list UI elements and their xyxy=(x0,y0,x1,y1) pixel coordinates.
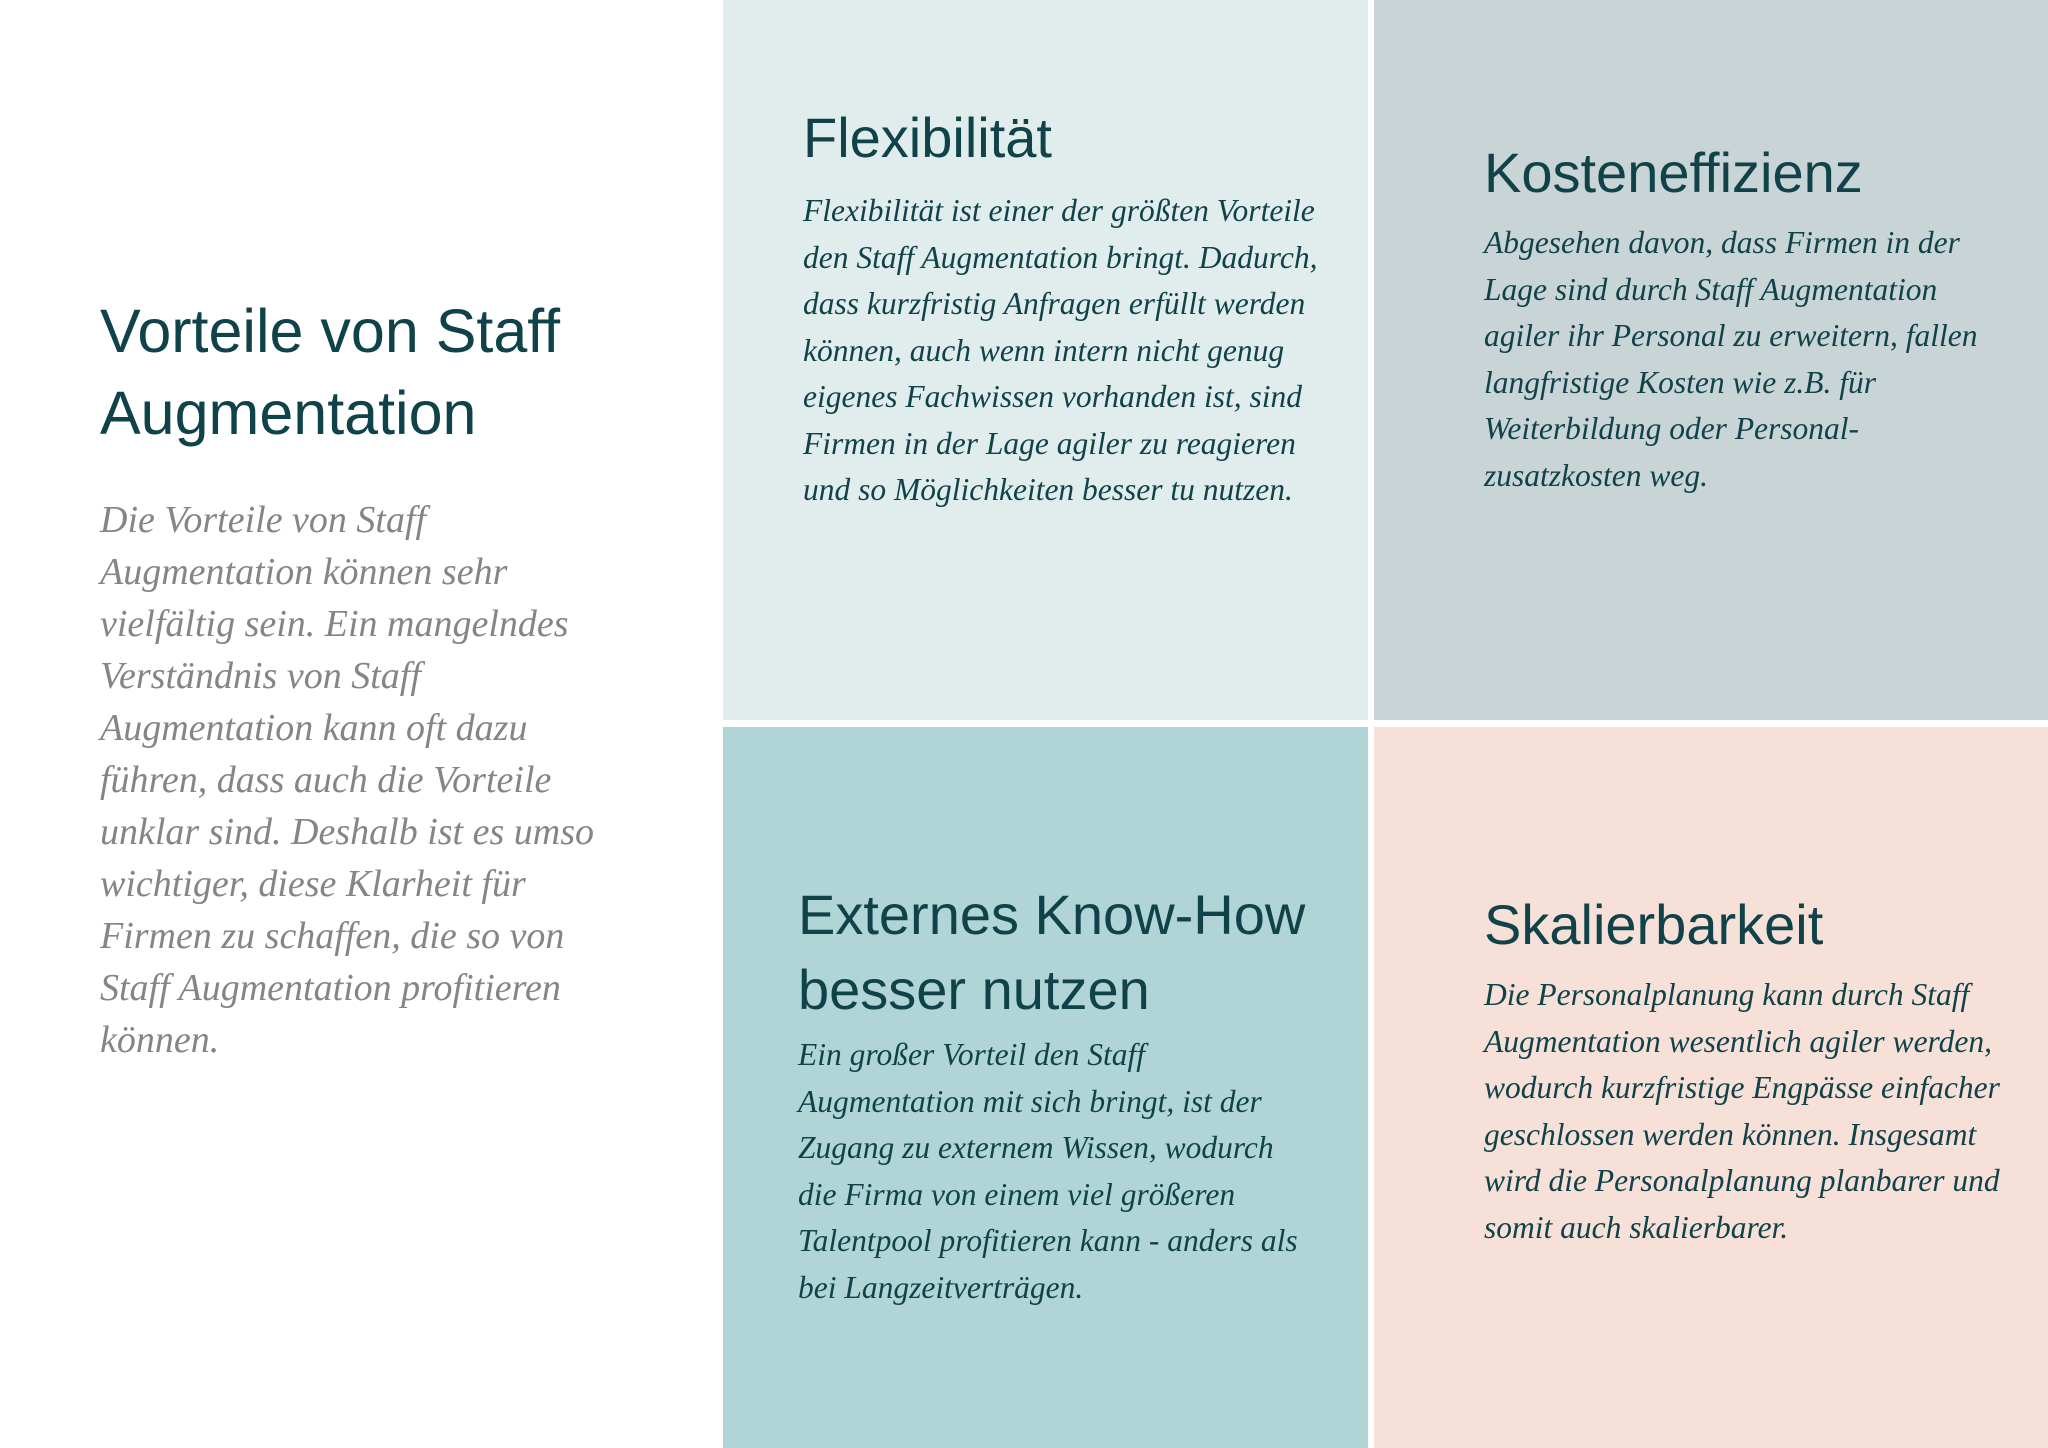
intro-section xyxy=(100,290,620,1066)
flexibility-text: Flexibilität ist einer der größten Vorteile den Staff Augmentation bringt. Dadurch, dass kurzfristig Anfragen erfüllt werden können, auch wenn intern nicht genug eigenes Fachwissen vorhanden ist, sind Firmen in der Lage agiler zu reagieren und so Möglichkeiten besser tu nutzen. xyxy=(803,193,1318,507)
external-knowhow-card xyxy=(723,727,1368,1448)
flexibility-heading: Flexibilität xyxy=(803,106,1052,169)
scalability-heading: Skalierbarkeit xyxy=(1484,893,1824,956)
page-title: Vorteile von Staff Augmentation xyxy=(100,297,561,447)
cost-efficiency-card xyxy=(1374,0,2048,720)
external-knowhow-text: Ein großer Vorteil den Staff Augmentation mit sich bringt, ist der Zugang zu externem Wissen, wodurch die Firma von einem viel größeren Talentpool profitieren kann - anders als bei Langzeitverträgen. xyxy=(798,1037,1298,1305)
flexibility-card xyxy=(723,0,1368,720)
cost-efficiency-heading: Kosteneffizienz xyxy=(1484,141,1863,204)
scalability-text: Die Personalplanung kann durch Staff Augmentation wesentlich agiler werden, wodurch kurzfristige Engpässe einfacher geschlossen werden können. Insgesamt wird die Personalplanung planbarer und somit auch skalierbarer. xyxy=(1484,977,2000,1245)
external-knowhow-heading: Externes Know-How besser nutzen xyxy=(798,883,1306,1021)
scalability-card xyxy=(1374,727,2048,1448)
intro-paragraph: Die Vorteile von Staff Augmentation können sehr vielfältig sein. Ein mangelndes Verständnis von Staff Augmentation kann oft dazu führen, dass auch die Vorteile unklar sind. Deshalb ist es umso wichtiger, diese Klarheit für Firmen zu schaffen, die so von Staff Augmentation profitieren können. xyxy=(100,499,594,1061)
cost-efficiency-text: Abgesehen davon, dass Firmen in der Lage sind durch Staff Augmentation agiler ihr Personal zu erweitern, fallen langfristige Kosten wie z.B. für Weiterbildung oder Personal-zusatzkosten weg. xyxy=(1484,225,1978,493)
